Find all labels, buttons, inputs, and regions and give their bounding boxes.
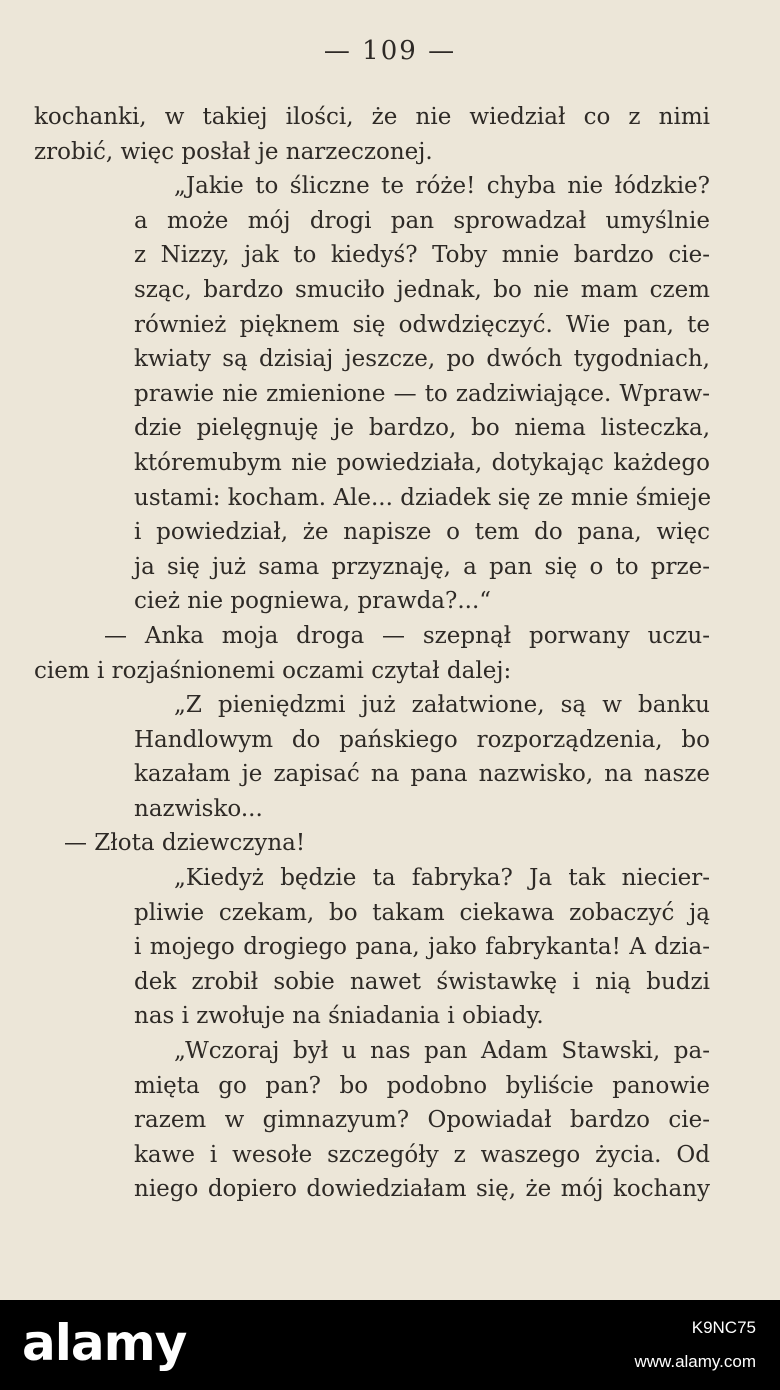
text-line: kochanki, w takiej ilości, że nie wiedział co z nimi <box>34 104 710 130</box>
text-line: zrobić, więc posłał je narzeczonej. <box>34 138 433 165</box>
stock-image-id: K9NC75 <box>691 1318 756 1337</box>
text-line: razem w gimnazyum? Opowiadał bardzo cie- <box>134 1107 710 1134</box>
text-line: a może mój drogi pan sprowadzał umyślnie <box>134 207 710 234</box>
text-line: również pięknem się odwdzięczyć. Wie pan, te <box>134 311 710 338</box>
text-line: ja się już sama przyznaję, a pan się o to prze- <box>134 553 710 580</box>
text-line: z Nizzy, jak to kiedyś? Toby mnie bardzo cie- <box>134 242 710 269</box>
text-line: „Jakie to śliczne te róże! chyba nie łódzkie? <box>174 173 710 200</box>
text-line: ciem i rozjaśnionemi oczami czytał dalej: <box>34 657 512 684</box>
text-line: cież nie pogniewa, prawda?...“ <box>134 588 492 615</box>
text-line: któremubym nie powiedziała, dotykając każdego <box>134 449 710 476</box>
text-line: kwiaty są dzisiaj jeszcze, po dwóch tygodniach, <box>134 346 710 373</box>
page-number: — 109 — <box>323 36 457 66</box>
text-line: nas i zwołuje na śniadania i obiady. <box>134 1003 544 1030</box>
text-line: i mojego drogiego pana, jako fabrykanta! A dzia- <box>134 934 710 961</box>
text-line: nazwisko... <box>134 795 263 822</box>
text-line: i powiedział, że napisze o tem do pana, więc <box>134 519 710 546</box>
text-line: — Złota dziewczyna! <box>64 830 306 857</box>
text-line: — Anka moja droga — szepnął porwany uczu- <box>104 622 710 649</box>
body-text <box>34 100 710 1207</box>
stock-url: www.alamy.com <box>634 1352 756 1371</box>
watermark-banner <box>0 1300 780 1390</box>
text-line: mięta go pan? bo podobno byliście panowie <box>134 1072 710 1099</box>
text-line: ustami: kocham. Ale... dziadek się ze mnie śmieje <box>134 484 712 511</box>
text-line: dek zrobił sobie nawet świstawkę i nią budzi <box>134 968 710 995</box>
text-line: kazałam je zapisać na pana nazwisko, na nasze <box>134 761 710 788</box>
text-line: „Z pieniędzmi już załatwione, są w banku <box>174 692 710 719</box>
text-line: kawe i wesołe szczegóły z waszego życia. Od <box>134 1141 710 1168</box>
alamy-logo: alamy <box>22 1314 187 1372</box>
text-line: Handlowym do pańskiego rozporządzenia, bo <box>134 726 710 753</box>
text-line: prawie nie zmienione — to zadziwiające. Wpraw- <box>134 380 710 407</box>
text-line: pliwie czekam, bo takam ciekawa zobaczyć ją <box>134 899 710 926</box>
text-line: dzie pielęgnuję je bardzo, bo niema listeczka, <box>134 415 710 442</box>
text-line: sząc, bardzo smuciło jednak, bo nie mam czem <box>134 276 710 303</box>
text-line: „Wczoraj był u nas pan Adam Stawski, pa- <box>174 1038 710 1065</box>
text-line: „Kiedyż będzie ta fabryka? Ja tak niecier- <box>174 865 710 892</box>
text-line: niego dopiero dowiedziałam się, że mój kochany <box>134 1176 710 1203</box>
